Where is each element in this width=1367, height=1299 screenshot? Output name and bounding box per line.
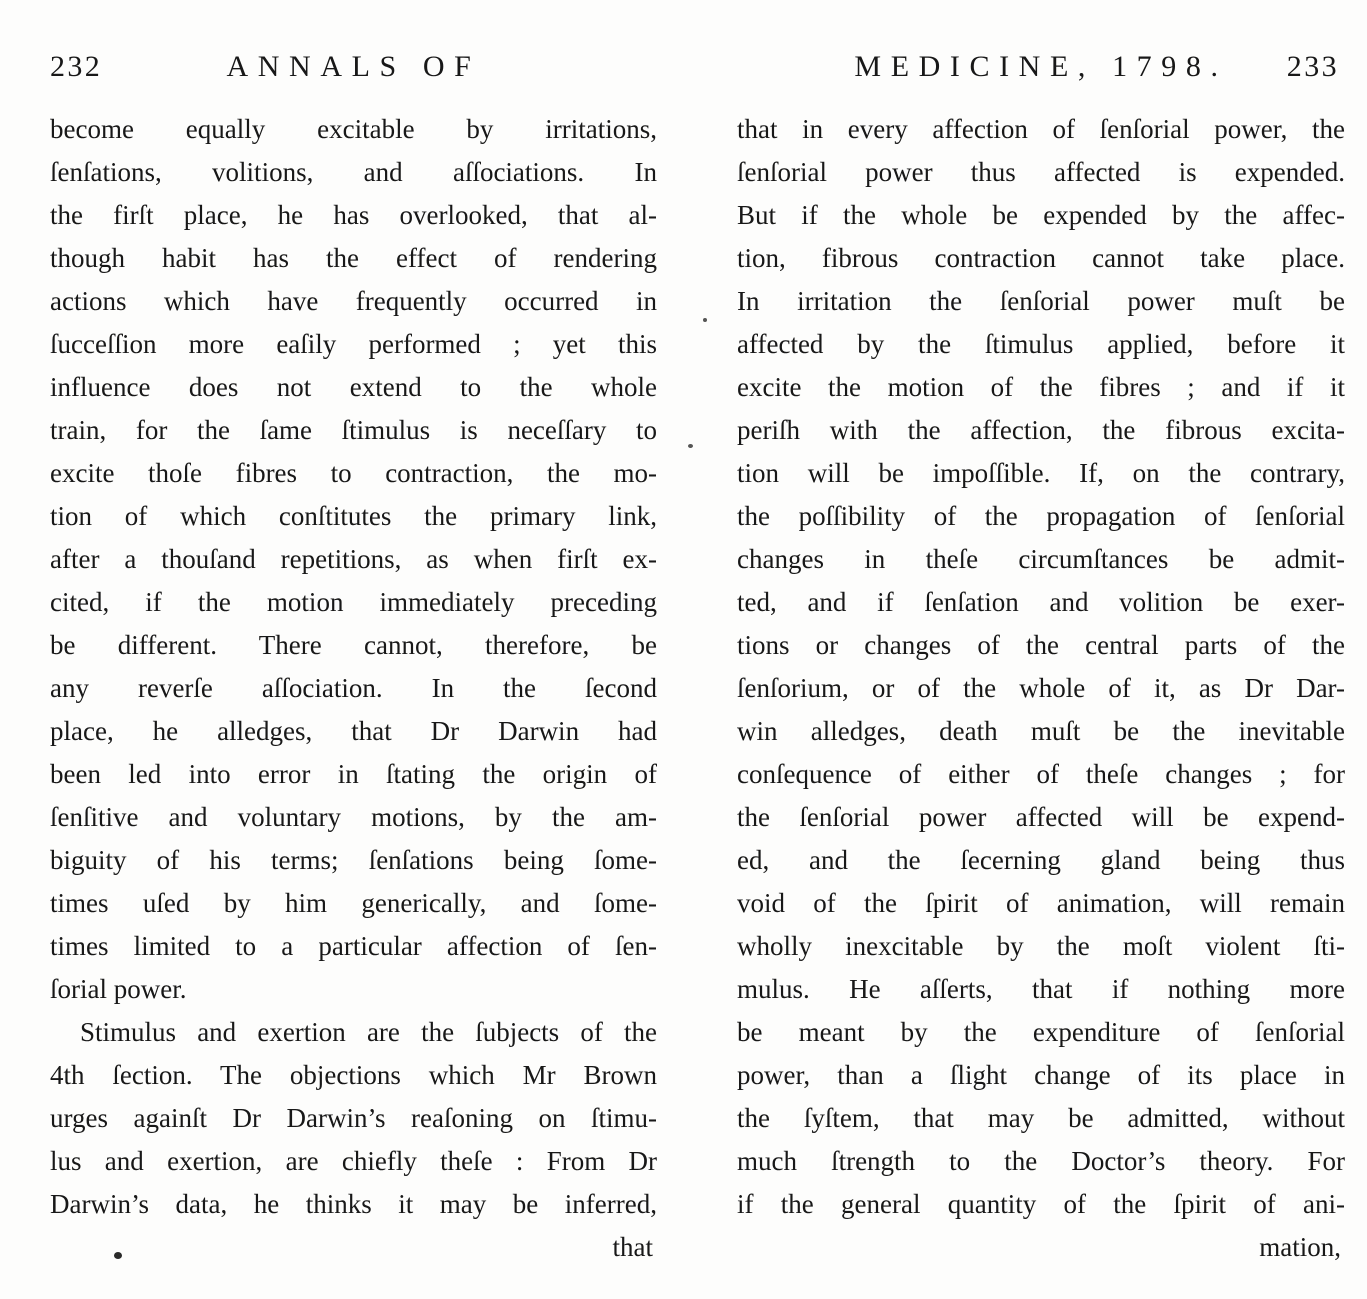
text-line: biguity of his terms; ſenſations being ſome- (50, 845, 657, 875)
text-line: 4th ſection. The objections which Mr Brown (50, 1060, 657, 1090)
page-right (737, 0, 1345, 1269)
text-line: ed, and the ſecerning gland being thus (737, 845, 1345, 875)
text-line: the poſſibility of the propagation of ſenſorial (737, 501, 1345, 531)
text-column-left (50, 108, 657, 1269)
ink-speck (114, 1252, 122, 1259)
text-line: ſenſitive and voluntary motions, by the am- (50, 802, 657, 832)
text-line: win alledges, death muſt be the inevitable (737, 716, 1345, 746)
text-line: power, than a ſlight change of its place in (737, 1060, 1345, 1090)
text-line: mulus. He aſſerts, that if nothing more (737, 974, 1345, 1004)
text-line: tions or changes of the central parts of the (737, 630, 1345, 660)
text-line: ſorial power. (50, 974, 187, 1004)
text-line: wholly inexcitable by the moſt violent ſti- (737, 931, 1345, 961)
text-line: periſh with the affection, the fibrous excita- (737, 415, 1345, 445)
text-line: if the general quantity of the ſpirit of ani- (737, 1189, 1345, 1219)
text-line: urges againſt Dr Darwin’s reaſoning on ſtimu- (50, 1103, 657, 1133)
catchword: mation, (1259, 1232, 1341, 1262)
text-line: tion will be impoſſible. If, on the contrary, (737, 458, 1345, 488)
text-line: place, he alledges, that Dr Darwin had (50, 716, 657, 746)
text-line: conſequence of either of theſe changes ; for (737, 759, 1345, 789)
ink-speck (688, 444, 693, 448)
text-line: ſenſations, volitions, and aſſociations. In (50, 157, 657, 187)
page-number-right: 233 (1286, 50, 1339, 83)
text-line: excite the motion of the fibres ; and if it (737, 372, 1345, 402)
text-line: lus and exertion, are chiefly theſe : From Dr (50, 1146, 657, 1176)
text-line: ted, and if ſenſation and volition be exer- (737, 587, 1345, 617)
text-line: ſenſorium, or of the whole of it, as Dr Dar- (737, 673, 1345, 703)
text-line: times limited to a particular affection of ſen- (50, 931, 657, 961)
ink-speck (703, 318, 707, 322)
text-line: the ſenſorial power affected will be expend- (737, 802, 1345, 832)
text-line: much ſtrength to the Doctor’s theory. For (737, 1146, 1345, 1176)
text-column-right (737, 108, 1345, 1269)
page-left (50, 0, 657, 1269)
text-line: tion of which conſtitutes the primary link, (50, 501, 657, 531)
text-line: be different. There cannot, therefore, be (50, 630, 657, 660)
text-line: be meant by the expenditure of ſenſorial (737, 1017, 1345, 1047)
text-line: the firſt place, he has overlooked, that al- (50, 200, 657, 230)
running-title-left: ANNALS OF (226, 50, 481, 83)
text-line: But if the whole be expended by the affec- (737, 200, 1345, 230)
text-line: the ſyſtem, that may be admitted, without (737, 1103, 1345, 1133)
text-line: train, for the ſame ſtimulus is neceſſary to (50, 415, 657, 445)
text-line: changes in theſe circumſtances be admit- (737, 544, 1345, 574)
running-head-right (737, 50, 1345, 86)
text-line: void of the ſpirit of animation, will remain (737, 888, 1345, 918)
running-title-right: MEDICINE, 1798. (854, 50, 1228, 83)
text-line: ſenſorial power thus affected is expended. (737, 157, 1345, 187)
text-line: tion, fibrous contraction cannot take place. (737, 243, 1345, 273)
text-line: affected by the ſtimulus applied, before it (737, 329, 1345, 359)
text-line: cited, if the motion immediately preceding (50, 587, 657, 617)
catchword: that (612, 1232, 653, 1262)
text-line: become equally excitable by irritations, (50, 114, 657, 144)
page-number-left: 232 (50, 50, 103, 83)
running-head-left (50, 50, 657, 86)
text-line: actions which have frequently occurred in (50, 286, 657, 316)
text-line: influence does not extend to the whole (50, 372, 657, 402)
text-line: Darwin’s data, he thinks it may be inferred, (50, 1189, 657, 1219)
text-line: been led into error in ſtating the origin of (50, 759, 657, 789)
text-line: In irritation the ſenſorial power muſt be (737, 286, 1345, 316)
text-line: excite thoſe fibres to contraction, the mo- (50, 458, 657, 488)
text-line: though habit has the effect of rendering (50, 243, 657, 273)
text-line: after a thouſand repetitions, as when firſt ex- (50, 544, 657, 574)
text-line: any reverſe aſſociation. In the ſecond (50, 673, 657, 703)
text-line: Stimulus and exertion are the ſubjects of the (80, 1017, 657, 1047)
text-line: that in every affection of ſenſorial power, the (737, 114, 1345, 144)
text-line: times uſed by him generically, and ſome- (50, 888, 657, 918)
text-line: ſucceſſion more eaſily performed ; yet this (50, 329, 657, 359)
